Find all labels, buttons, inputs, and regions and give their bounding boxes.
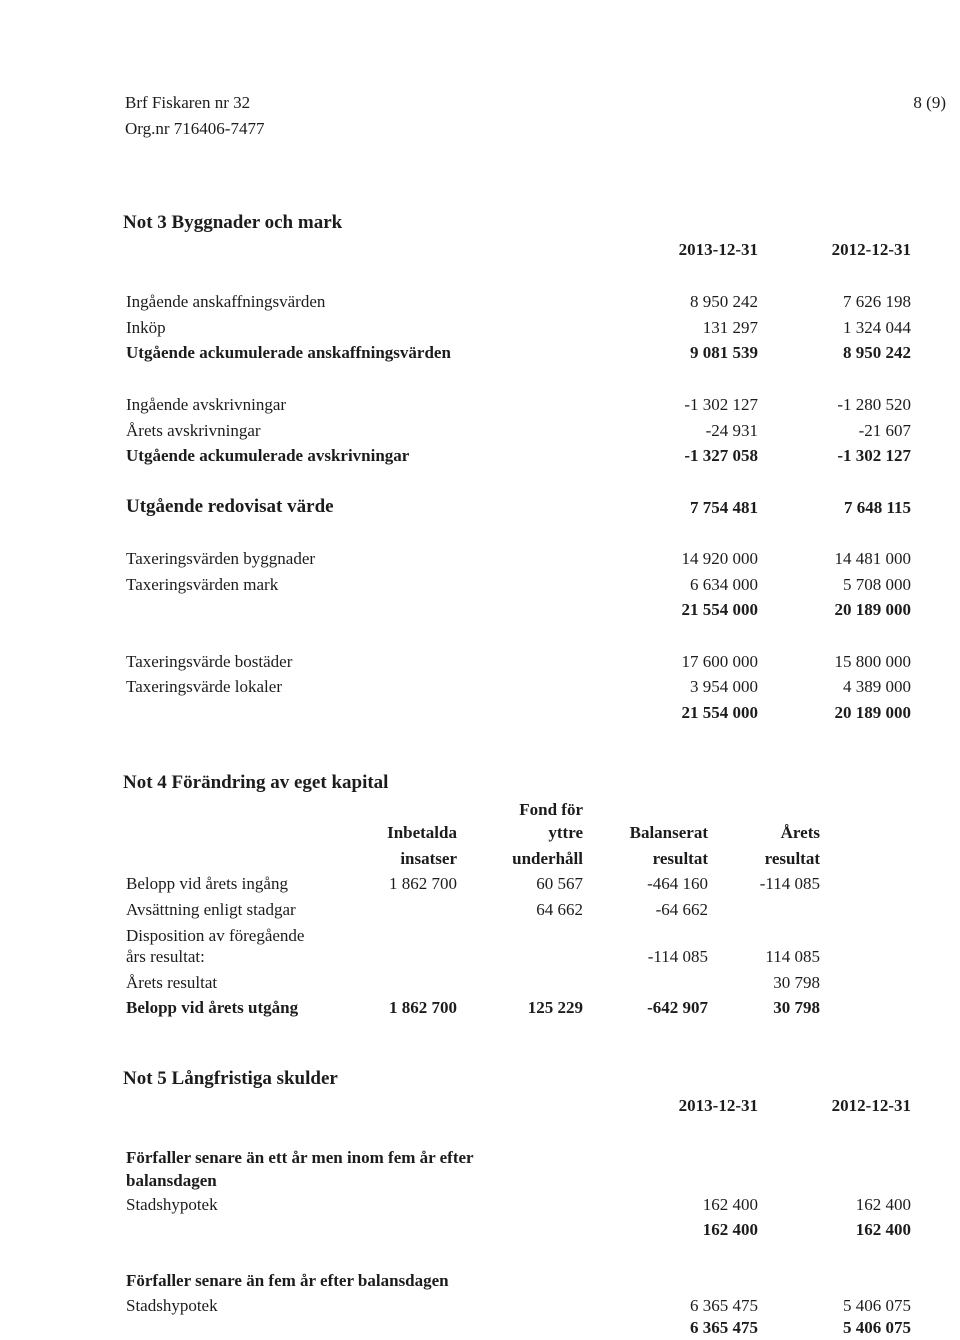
note5-section1-heading-line2: balansdagen <box>126 1171 217 1190</box>
cell-arets: 30 798 <box>773 973 820 992</box>
row-value-2012: -1 302 127 <box>837 446 911 465</box>
row-total-2013: 6 365 475 <box>690 1318 758 1337</box>
col-header-balanserat-resultat: resultat <box>652 849 708 868</box>
cell-arets: -114 085 <box>759 874 820 893</box>
cell-inbetalda: 1 862 700 <box>389 874 457 893</box>
row-value-2012: 162 400 <box>855 1195 911 1214</box>
row-value-2013: 131 297 <box>702 318 758 337</box>
org-number: Org.nr 716406-7477 <box>125 119 265 138</box>
col-header-underhall: underhåll <box>512 849 583 868</box>
col-header-arets-resultat: resultat <box>764 849 820 868</box>
row-value-2012: 4 389 000 <box>843 677 911 696</box>
cell-inbetalda: 1 862 700 <box>389 998 457 1017</box>
note3-title: Not 3 Byggnader och mark <box>123 212 343 233</box>
row-value-2013: 162 400 <box>702 1195 758 1214</box>
row-label: Avsättning enligt stadgar <box>126 900 296 919</box>
cell-arets: 30 798 <box>773 998 820 1017</box>
row-label: Stadshypotek <box>126 1296 218 1315</box>
col-header-fond: Fond för <box>519 800 583 819</box>
row-value-2013: 8 950 242 <box>690 292 758 311</box>
row-value-2013: -1 302 127 <box>684 395 758 414</box>
row-value-2013: 9 081 539 <box>690 343 758 362</box>
note3-col1-header: 2013-12-31 <box>678 240 758 259</box>
cell-arets: 114 085 <box>765 947 820 966</box>
note5-section1-heading: Förfaller senare än ett år men inom fem år efter <box>126 1148 474 1167</box>
col-header-insatser: insatser <box>400 849 457 868</box>
row-total-2013: 21 554 000 <box>681 600 758 619</box>
row-total-2013: 162 400 <box>702 1220 758 1239</box>
row-value-2013: -24 931 <box>705 421 758 440</box>
note5-title: Not 5 Långfristiga skulder <box>123 1068 338 1089</box>
row-label: Taxeringsvärden mark <box>126 575 279 594</box>
row-label: Utgående ackumulerade anskaffningsvärden <box>126 343 451 362</box>
note5-col2-header: 2012-12-31 <box>831 1096 911 1115</box>
cell-balanserat: -114 085 <box>647 947 708 966</box>
row-value-2013: 6 365 475 <box>690 1296 758 1315</box>
row-label: Belopp vid årets ingång <box>126 874 288 893</box>
row-value-2013: 3 954 000 <box>690 677 758 696</box>
cell-balanserat: -464 160 <box>647 874 708 893</box>
col-header-arets: Årets <box>780 823 820 842</box>
row-label: Ingående avskrivningar <box>126 395 287 414</box>
row-value-2013: 6 634 000 <box>690 575 758 594</box>
row-value-2012: 8 950 242 <box>843 343 911 362</box>
row-label: Disposition av föregående <box>126 926 305 945</box>
row-label: Ingående anskaffningsvärden <box>126 292 326 311</box>
row-total-2012: 20 189 000 <box>834 600 911 619</box>
row-label: Belopp vid årets utgång <box>126 998 299 1017</box>
col-header-yttre: yttre <box>548 823 583 842</box>
row-label: Utgående ackumulerade avskrivningar <box>126 446 410 465</box>
row-total-2013: 21 554 000 <box>681 703 758 722</box>
row-label: Taxeringsvärde lokaler <box>126 677 282 696</box>
row-label: Årets avskrivningar <box>126 421 261 440</box>
row-label: Utgående redovisat värde <box>126 496 334 517</box>
row-total-2012: 162 400 <box>855 1220 911 1239</box>
row-value-2012: 7 626 198 <box>843 292 911 311</box>
note5-col1-header: 2013-12-31 <box>678 1096 758 1115</box>
cell-balanserat: -642 907 <box>647 998 708 1017</box>
row-total-2012: 20 189 000 <box>834 703 911 722</box>
row-value-2013: -1 327 058 <box>684 446 758 465</box>
col-header-balanserat: Balanserat <box>629 823 708 842</box>
row-label: Taxeringsvärden byggnader <box>126 549 316 568</box>
row-label: Inköp <box>126 318 166 337</box>
row-value-2012: 7 648 115 <box>843 498 911 517</box>
row-label: Årets resultat <box>126 973 218 992</box>
row-value-2012: 15 800 000 <box>834 652 911 671</box>
cell-fond: 125 229 <box>527 998 583 1017</box>
row-value-2013: 17 600 000 <box>681 652 758 671</box>
row-value-2012: -1 280 520 <box>837 395 911 414</box>
row-label: Stadshypotek <box>126 1195 218 1214</box>
row-label: Taxeringsvärde bostäder <box>126 652 293 671</box>
note5-section2-heading: Förfaller senare än fem år efter balansdagen <box>126 1271 449 1290</box>
col-header-inbetalda: Inbetalda <box>387 823 457 842</box>
row-value-2012: -21 607 <box>858 421 911 440</box>
row-value-2013: 7 754 481 <box>690 498 758 517</box>
row-total-2012: 5 406 075 <box>843 1318 911 1337</box>
row-value-2013: 14 920 000 <box>681 549 758 568</box>
cell-fond: 60 567 <box>536 874 583 893</box>
cell-fond: 64 662 <box>536 900 583 919</box>
page-number: 8 (9) <box>913 93 946 112</box>
row-label-line2: års resultat: <box>126 947 205 966</box>
row-value-2012: 5 406 075 <box>843 1296 911 1315</box>
row-value-2012: 1 324 044 <box>843 318 911 337</box>
cell-balanserat: -64 662 <box>655 900 708 919</box>
org-name: Brf Fiskaren nr 32 <box>125 93 251 112</box>
note4-title: Not 4 Förändring av eget kapital <box>123 772 389 793</box>
note3-col2-header: 2012-12-31 <box>831 240 911 259</box>
row-value-2012: 14 481 000 <box>834 549 911 568</box>
row-value-2012: 5 708 000 <box>843 575 911 594</box>
